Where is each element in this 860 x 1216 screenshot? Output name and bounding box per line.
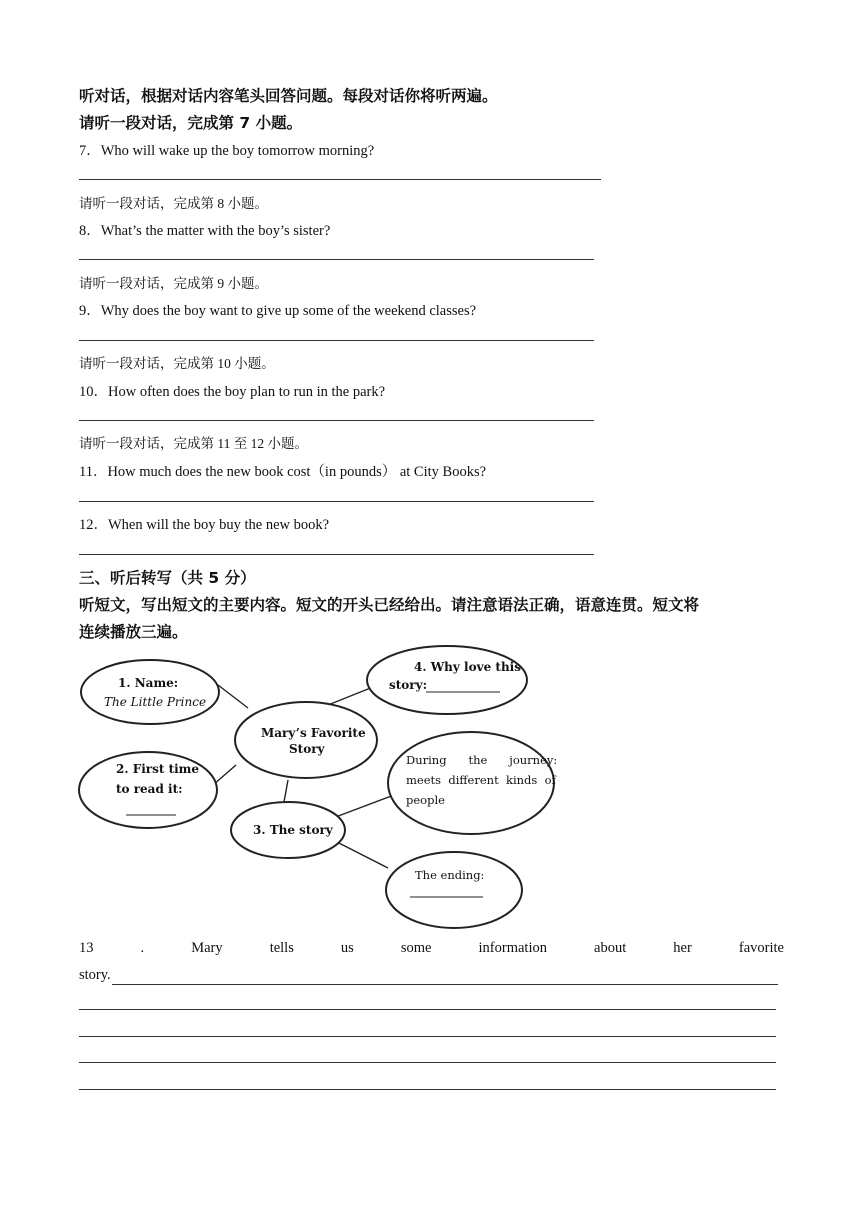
connector-ending [333,840,388,868]
answer-line-8[interactable] [79,259,594,260]
q13-continuation: story. [79,967,111,983]
question-12: 12．When will the boy buy the new book? [79,517,330,533]
question-7: 7．Who will wake up the boy tomorrow morning? [79,143,375,159]
q13-word: us [340,940,354,956]
name-label: 1. Name: [118,676,179,690]
q8-intro: 请听一段对话，完成第 8 小题。 [79,196,268,211]
node-center [235,702,377,778]
connector-story [284,780,288,802]
answer-line-13-first[interactable] [112,984,778,985]
center-label-2: Story [289,742,325,756]
q9-intro: 请听一段对话，完成第 9 小题。 [79,276,268,291]
question-10: 10．How often does the boy plan to run in the park? [79,384,386,400]
q10-intro: 请听一段对话，完成第 10 小题。 [79,356,275,371]
question-11: 11．How much does the new book cost（in pounds） at City Books? [79,464,487,480]
q13-word: tells [269,940,294,956]
section-3-instruction: 听短文，写出短文的主要内容。短文的开头已经给出。请注意语法正确，语意连贯。短文将 [79,596,700,614]
answer-line-11[interactable] [79,501,594,502]
ending-label: The ending: [415,868,485,882]
story-mind-map [78,640,558,935]
q11-intro: 请听一段对话，完成第 11 至 12 小题。 [79,436,308,451]
answer-line-9[interactable] [79,340,594,341]
question-8: 8．What’s the matter with the boy’s sister? [79,223,331,239]
question-13 [79,940,784,957]
section-3-heading: 三、听后转写（共 5 分） [79,569,256,587]
answer-line-13[interactable] [79,1062,776,1063]
q13-word: Mary [191,940,223,956]
answer-line-13[interactable] [79,1036,776,1037]
story-label: 3. The story [253,823,333,837]
q13-word: favorite [738,940,784,956]
why-love-label-1: 4. Why love this [414,660,521,674]
q13-word: about [594,940,627,956]
q13-word: 13 [79,940,94,956]
question-9: 9．Why does the boy want to give up some of the weekend classes? [79,303,477,319]
q13-word: some [400,940,432,956]
answer-line-12[interactable] [79,554,594,555]
why-love-label-2: story: [389,678,428,692]
answer-line-13[interactable] [79,1089,776,1090]
first-time-label-1: 2. First time [116,762,200,776]
answer-line-7[interactable] [79,179,601,180]
first-time-label-2: to read it: [116,782,183,796]
listening-instruction: 听对话，根据对话内容笔头回答问题。每段对话你将听两遍。 [79,87,498,105]
answer-line-13[interactable] [79,1009,776,1010]
connector-journey [333,795,394,818]
name-value: The Little Prince [104,695,207,709]
journey-line-3: people [406,793,445,807]
connector-name [218,685,248,708]
q13-word: her [673,940,692,956]
node-ending [386,852,522,928]
node-name [81,660,219,724]
journey-line-2: meets different kinds of [406,773,556,787]
journey-line-1: During the journey: [406,753,558,767]
section-3-instruction-cont: 连续播放三遍。 [79,623,188,641]
center-label-1: Mary’s Favorite [261,726,366,740]
q13-word: information [478,940,547,956]
q13-word: . [140,940,145,956]
answer-line-10[interactable] [79,420,594,421]
q7-intro: 请听一段对话，完成第 7 小题。 [79,114,303,132]
